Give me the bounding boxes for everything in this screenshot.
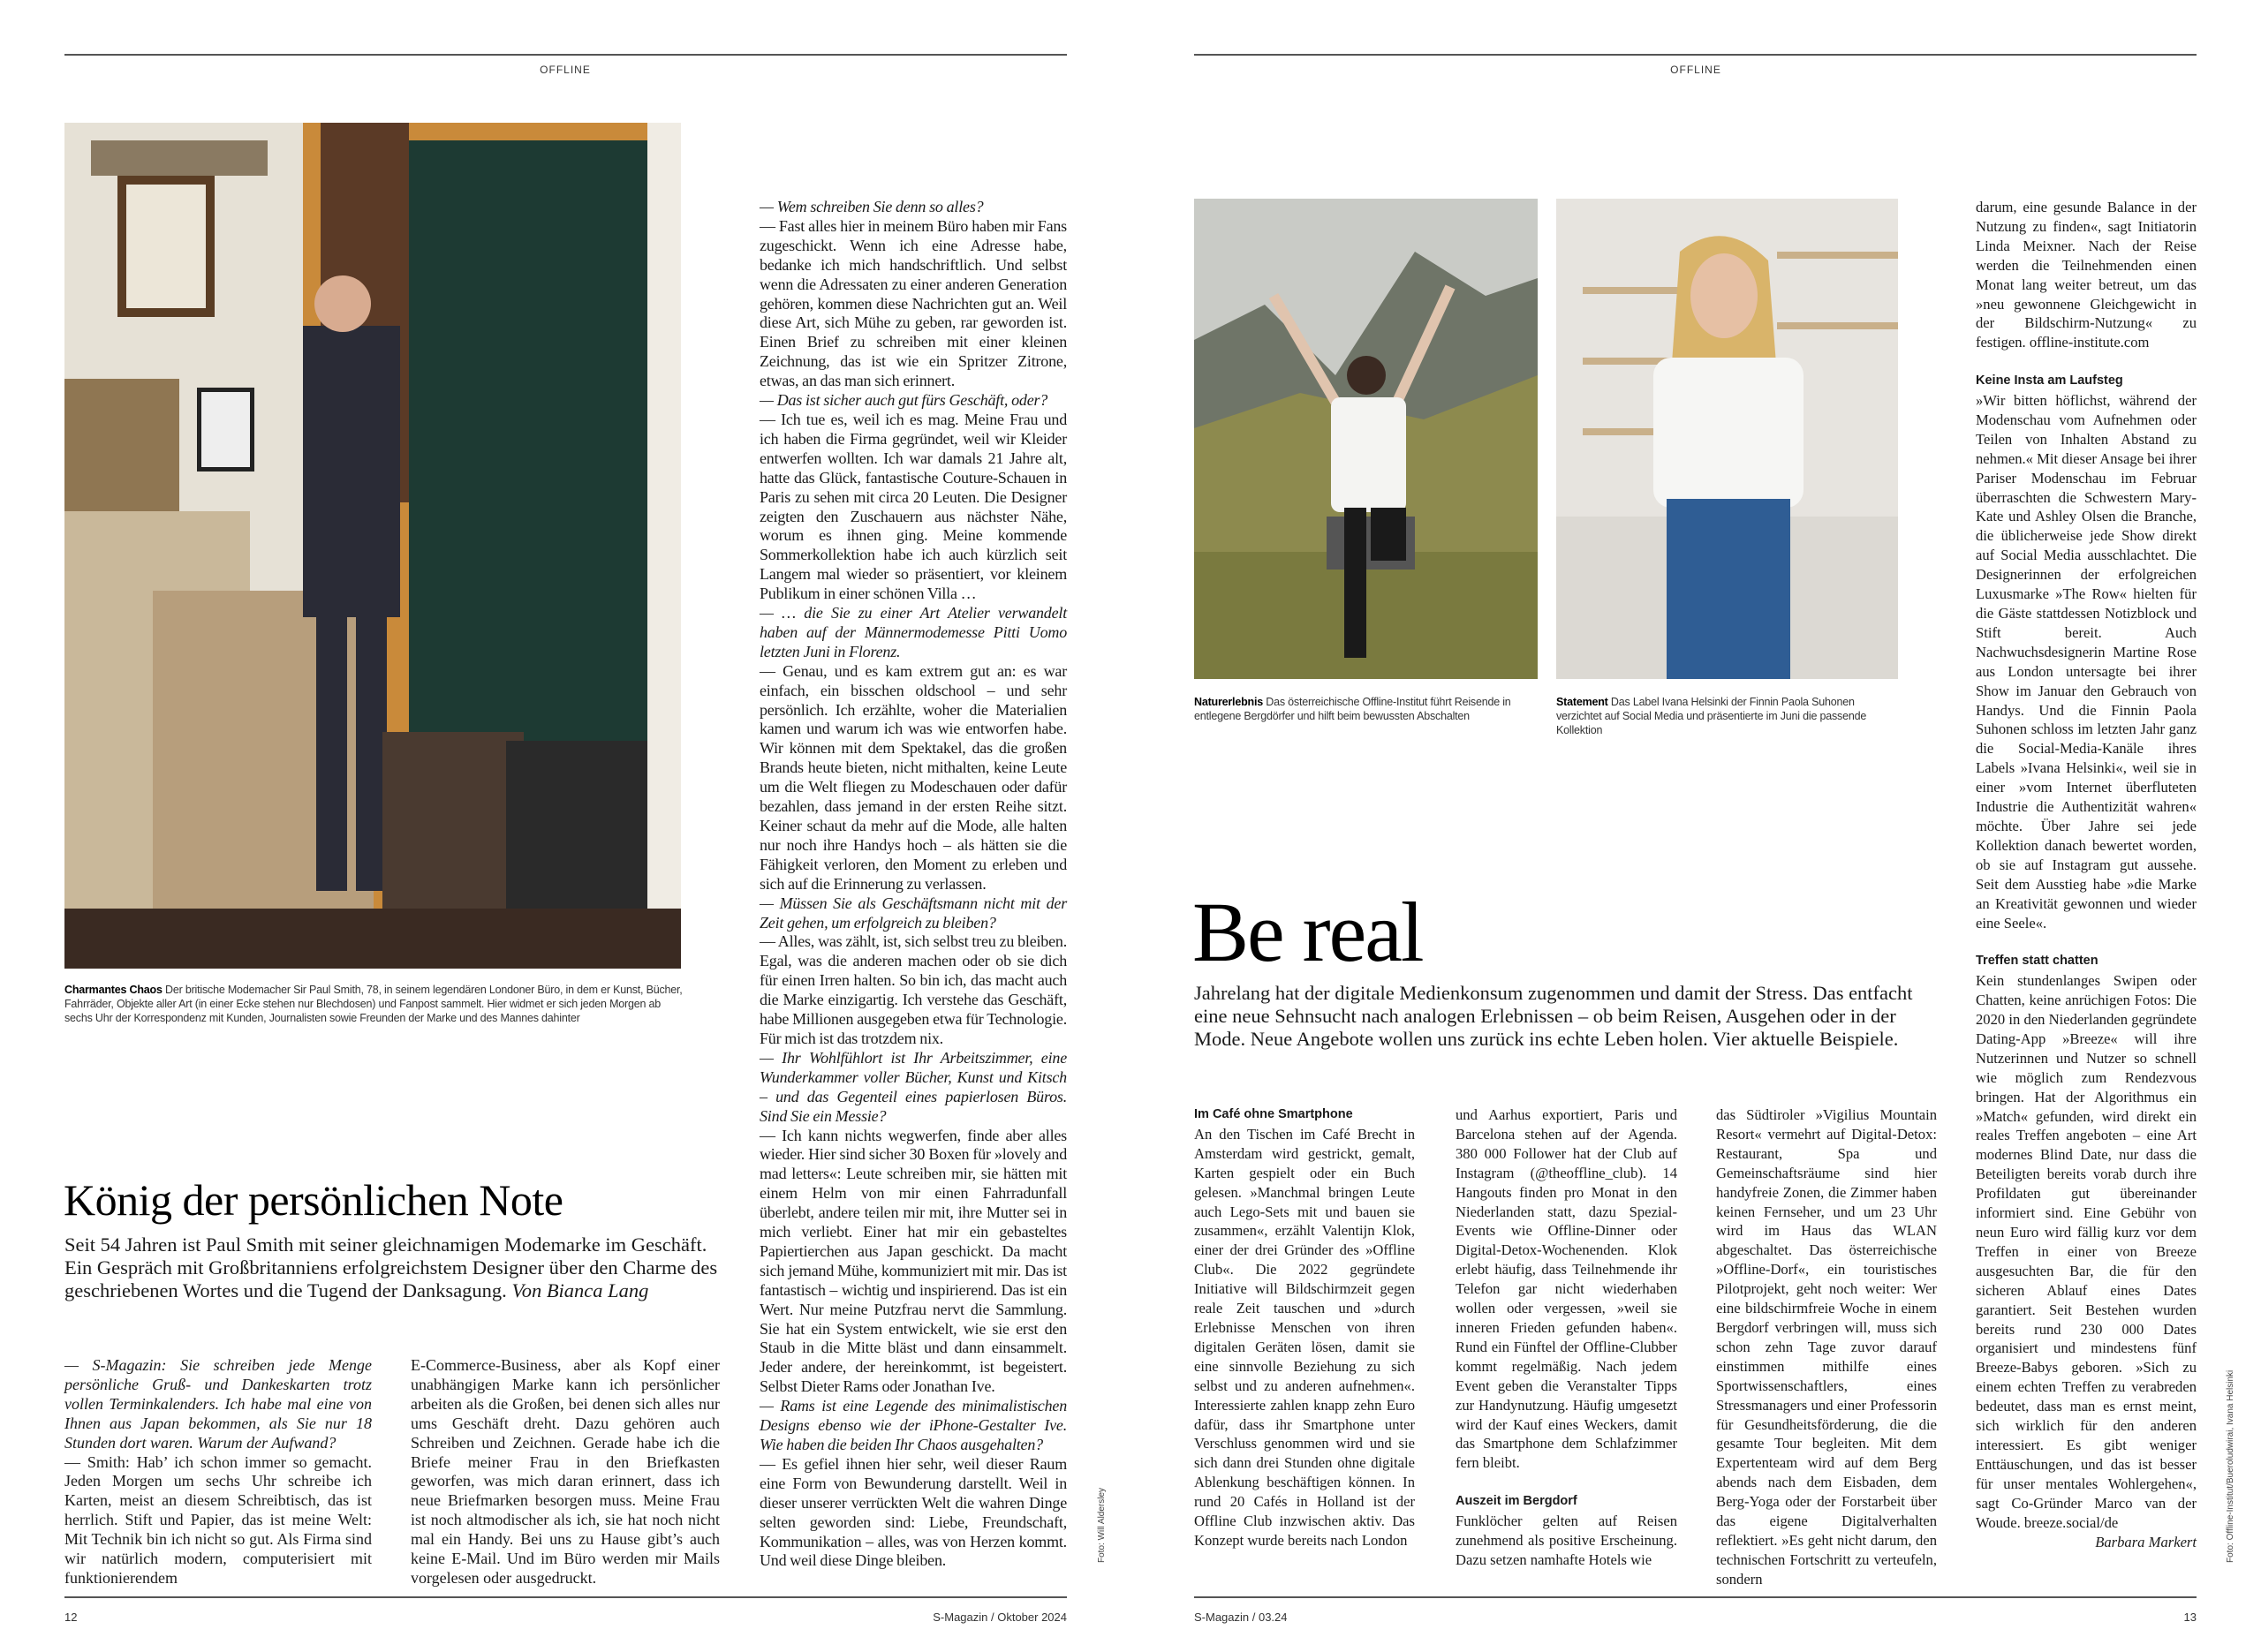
paragraph-gap (1976, 932, 2197, 952)
issue-label-right: S-Magazin / 03.24 (1194, 1611, 1288, 1624)
page-number-left: 12 (64, 1611, 78, 1624)
left-column-1 (64, 1356, 372, 1588)
right-column-1 (1194, 1105, 1415, 1550)
photo-caption-left (64, 983, 683, 1025)
caption-lead: Charmantes Chaos (64, 984, 163, 996)
subheading: Keine Insta am Laufsteg (1976, 373, 2123, 388)
interview-question: — Rams ist eine Legende des minimalistischen Designs ebenso wie der iPhone-Gestalter Ive. Wie haben die beiden Ihr Chaos ausgehalten? (760, 1397, 1067, 1453)
left-column-3 (760, 198, 1067, 1571)
interview-answer: — Genau, und es kam extrem gut an: es war einfach, ein bisschen oldschool – und sehr persönlich. Ich erzählte, woher die Materialien kamen und warum ich was wie entworfen habe. Wir können mit dem Spektakel, das die großen Brands heute bieten, nicht mithalten, keine Leute um die Welt fliegen zu Modeschauen oder dafür bezahlen, dass jemand in der ersten Reihe sitzt. Keiner schaut da mehr auf die Mode, alle halten nur noch ihre Handys hoch – als hätten sie die Fähigkeit verloren, den Moment zu erleben und sich auf die Erinnerung zu verlassen. (760, 661, 1067, 893)
page-number-right: 13 (2183, 1611, 2197, 1624)
mountain-yoga-photo (1194, 199, 1538, 679)
article-dek (64, 1233, 722, 1302)
photo-caption-right-2 (1556, 695, 1901, 737)
right-column-4 (1976, 198, 2197, 1551)
section-headline: Be real (1192, 885, 1423, 979)
paul-smith-office-photo (64, 123, 681, 969)
interview-question: — … die Sie zu einer Art Atelier verwandelt haben auf der Männermodemesse Pitti Uomo letzten Juni in Florenz. (760, 604, 1067, 660)
photo-credit-left: Foto: Will Aldersley (1097, 1487, 1107, 1563)
body-paragraph: und Aarhus exportiert, Paris und Barcelona stehen auf der Agenda. 380 000 Follower hat der Club auf Instagram (@theoffline_club). 14 Hangouts finden pro Monat in den Niederlanden statt, dazu Spezial-Events wie Offline-Dinner oder Digital-Detox-Wochenenden. Klok erlebt häufig, dass Teilnehmende ihr Telefon gar nicht wiederhaben wollen oder vergessen, »weil sie inneren Frieden gefunden haben«. Rund ein Fünftel der Offline-Clubber kommt regelmäßig. Nach jedem Event geben die Veranstalter Tipps zur Handynutzung. Häufig umgesetzt wird der Kauf eines Weckers, damit das Smartphone dem Schlafzimmer fern bleibt. (1456, 1106, 1677, 1472)
subheading: Treffen statt chatten (1976, 954, 2098, 969)
bottom-rule-left (64, 1596, 1067, 1598)
dek-text: Seit 54 Jahren ist Paul Smith mit seiner gleichnamigen Modemarke im Geschäft. Ein Gespräch mit Großbritanniens erfolgreichstem Designer über den Charme des geschriebenen Wortes und die Tugend der Danksagung. (64, 1233, 718, 1301)
interview-answer: E-Commerce-Business, aber als Kopf einer unabhängigen Marke kann ich persönlicher arbeiten als die Großen, bei denen sich alles nur ums Geschäft dreht. Dazu gehören auch Schreiben und Zeichnen. Gerade habe ich die Briefe meiner Frau in den Briefkasten geworfen, was mich daran erinnert, dass ich neue Briefmarken besorgen muss. Meine Frau ist noch altmodischer als ich, sie hat noch nicht mal ein Handy. Bei uns zu Hause gibt’s auch keine E-Mail. Und im Büro werden mir Mails vorgelesen oder ausgedruckt. (411, 1356, 720, 1587)
body-paragraph: Funklöcher gelten auf Reisen zunehmend als positive Erscheinung. Dazu setzen namhafte Hotels wie (1456, 1512, 1677, 1568)
caption-lead: Naturerlebnis (1194, 696, 1263, 708)
author-signature: Barbara Markert (2095, 1533, 2197, 1550)
subheading: Auszeit im Bergdorf (1456, 1494, 1577, 1509)
section-label-left: OFFLINE (540, 64, 591, 76)
right-column-2 (1456, 1105, 1677, 1570)
byline: Von Bianca Lang (511, 1279, 649, 1301)
article-headline: König der persönlichen Note (64, 1175, 563, 1225)
interview-question: — S-Magazin: Sie schreiben jede Menge persönliche Gruß- und Dankeskarten trotz vollen Terminkalenders. Ich habe mal eine von Ihnen aus Japan bekommen, als Sie nur 18 Stunden dort waren. Warum der Aufwand? (64, 1356, 372, 1452)
section-label-right: OFFLINE (1670, 64, 1721, 76)
paragraph-gap (1456, 1473, 1677, 1492)
caption-lead: Statement (1556, 696, 1608, 708)
interview-question: — Wem schreiben Sie denn so alles? (760, 198, 984, 215)
left-column-2 (411, 1356, 720, 1588)
body-paragraph: das Südtiroler »Vigilius Mountain Resort« vermehrt auf Digital-Detox: Restaurant, Spa und Gemeinschaftsräume sind hier handyfreie Zonen, die Zimmer haben keinen Fernseher, und um 23 Uhr wird im Haus das WLAN abgeschaltet. Das österreichische »Offline-Dorf«, ein touristisches Pilotprojekt, geht noch weiter: Wer eine bildschirmfreie Woche in einem Bergdorf verbringen will, muss sich schon zehn Tage zuvor darauf einstimmen mithilfe eines Sportwissenschaftlers, eines Stressmanagers und einer Professorin für Gesundheitsförderung, die die gesamte Tour begleiten. Mit dem Expertenteam wird auf dem Berg abends nach dem Eisbaden, dem Berg-Yoga oder der Forstarbeit über das eigene Digitalverhalten reflektiert. »Es geht nicht darum, den technischen Fortschritt zu verteufeln, sondern (1716, 1106, 1937, 1588)
interview-answer: — Alles, was zählt, ist, sich selbst treu zu bleiben. Egal, was die anderen machen oder ob sie dich für einen Irren halten. So bin ich, das macht auch die Marke einzigartig. Ich verstehe das Geschäft, habe Millionen ausgegeben etwa für Technologie. Für mich ist das trotzdem nix. (760, 932, 1067, 1047)
issue-label-left: S-Magazin / Oktober 2024 (933, 1611, 1067, 1624)
photo-caption-right-1 (1194, 695, 1539, 723)
interview-answer: — Es gefiel ihnen hier sehr, weil dieser Raum eine Form von Bewunderung darstellt. Weil in dieser unserer verrückten Welt die wahren Dinge selten geworden sind: Liebe, Freundschaft, Kommunikation – alles, was von Herzen kommt. Und weil diese Dinge bleiben. (760, 1454, 1067, 1570)
subheading: Im Café ohne Smartphone (1194, 1107, 1353, 1121)
caption-text: Das österreichische Offline-Institut führt Reisende in entlegene Bergdörfer und hilft beim bewussten Abschalten (1194, 696, 1511, 722)
caption-text: Das Label Ivana Helsinki der Finnin Paola Suhonen verzichtet auf Social Media und präsentierte im Juni die passende Kollektion (1556, 696, 1867, 736)
top-rule-left (64, 54, 1067, 56)
interview-question: — Das ist sicher auch gut fürs Geschäft, oder? (760, 391, 1048, 410)
body-paragraph: An den Tischen im Café Brecht in Amsterdam wird gestrickt, gemalt, Karten gespielt oder ein Buch gelesen. »Manchmal bringen Leute auch Lego-Sets mit und bauen sie zusammen«, erzählt Valentijn Klok, einer der drei Gründer des »Offline Club«. Die 2022 gegründete Initiative will Bildschirmzeit gegen reale Zeit tauschen und »durch Erlebnisse Menschen von ihren digitalen Geräten lösen, damit sie eine sinnvolle Beziehung zu sich selbst und zu anderen aufnehmen«. Interessierte zahlen knapp zehn Euro dafür, dass ihr Smartphone unter Verschluss genommen wird und sie sich dann drei Stunden ohne digitale Ablenkung beschäftigen können. In rund 20 Cafés in Holland ist der Offline Club inzwischen aktiv. Das Konzept wurde bereits nach London (1194, 1125, 1415, 1549)
section-dek: Jahrelang hat der digitale Medienkonsum zugenommen und damit der Stress. Das entfacht eine neue Sehnsucht nach analogen Erlebnissen – ob beim Reisen, Ausgehen oder in der Mode. Neue Angebote wollen uns zurück ins echte Leben holen. Vier aktuelle Beispiele. (1194, 982, 1913, 1050)
body-paragraph: darum, eine gesunde Balance in der Nutzung zu finden«, sagt Initiatorin Linda Meixner. Nach der Reise werden die Teilnehmenden einen Monat lang weiter betreut, um das »neu gewonnene Gleichgewicht in der Bildschirm-Nutzung« zu festigen. offline-institute.com (1976, 199, 2197, 351)
photo-credit-right: Foto: Offline-Institut/Bueroludwirai, Ivana Helsinki (2226, 1369, 2235, 1563)
interview-answer: — Fast alles hier in meinem Büro haben mir Fans zugeschickt. Wenn ich eine Adresse habe, bedanke ich mich handschriftlich. Und selbst wenn die Adressaten zu einer anderen Generation gehören, kommen diese Nachrichten gut an. Weil diese Art, sich Mühe zu geben, rar geworden ist. Einen Brief zu schreiben mit einer kleinen Zeichnung, das ist wie ein Spritzer Zitrone, etwas, an das man sich erinnert. (760, 216, 1067, 390)
body-paragraph: Kein stundenlanges Swipen oder Chatten, keine anrüchigen Fotos: Die 2020 in den Niederlanden gegründete Dating-App »Breeze« will ihre Nutzerinnen und Nutzer so schnell wie möglich zum Rendezvous bringen. Hat der Algorithmus ein »Match« gefunden, wird direkt ein reales Treffen angeboten – eine Art modernes Blind Date, nur dass die Beteiligten bereits vorab durch ihre Profildaten gut übereinander informiert sind. Eine Gebühr von neun Euro wird fällig kurz vor dem Treffen in einer von Breeze ausgesuchten Bar, die für den sicheren Ablauf eines Dates garantiert. Seit Bestehen wurden bereits rund 230 000 Dates organisiert und mindestens fünf Breeze-Babys geboren. »Sich zu einem echten Treffen zu verabreden bedeutet, dass man es ernst meint, sich wirklich für den anderen interessiert. Es gibt weniger Enttäuschungen, und das ist besser für unser mentales Wohlergehen«, sagt Co-Gründer Marco van der Woude. breeze.social/de (1976, 972, 2197, 1531)
bottom-rule-right (1194, 1596, 2197, 1598)
body-paragraph: »Wir bitten höflichst, während der Modenschau vom Aufnehmen oder Teilen von Inhalten Abstand zu nehmen.« Mit dieser Ansage bei ihrer Pariser Modenschau im Februar überraschten die Schwestern Mary-Kate und Ashley Olsen die Branche, die üblicherweise jede Show direkt auf Social Media ausschlachtet. Die Designerinnen der erfolgreichen Luxusmarke »The Row« hielten für die Gäste stattdessen Notizblock und Stift bereit. Auch Nachwuchsdesignerin Martine Rose aus London untersagte bei ihrer Show im Januar den Gebrauch von Handys. Und die Finnin Paola Suhonen schloss im letzten Jahr ganz die Social-Media-Kanäle ihres Labels »Ivana Helsinki«, weil sie in einer »vom Internet überfluteten Industrie die Authentizität wahren« möchte. Über Jahre sei jede Kollektion danach bewertet worden, ob sie auf Instagram gut aussehe. Seit dem Ausstieg habe »die Marke an Kreativität gewonnen und wieder eine Seele«. (1976, 392, 2197, 932)
interview-question: — Ihr Wohlfühlort ist Ihr Arbeitszimmer, eine Wunderkammer voller Bücher, Kunst und Kitsch – und das Gegenteil eines papierlosen Büros. Sind Sie ein Messie? (760, 1048, 1067, 1125)
right-column-3 (1716, 1105, 1937, 1589)
no-social-media-shirt-photo (1556, 199, 1898, 679)
interview-answer: — Smith: Hab’ ich schon immer so gemacht. Jeden Morgen um sechs Uhr schreibe ich Karten, meist an diesem Schreibtisch, das ist herrlich. Stift und Papier, das ist meine Welt: Mit Technik bin ich nicht so gut. Als Firma sind wir natürlich modern, computerisiert mit funktionierendem (64, 1452, 372, 1587)
interview-answer: — Ich tue es, weil ich es mag. Meine Frau und ich haben die Firma gegründet, weil wir Kleider entwerfen wollten. Ich war damals 21 Jahre alt, hatte das Glück, fantastische Couture-Schauen in Paris zu sehen mit circa 20 Leuten. Die Designer zeigten den Zuschauern aus nächster Nähe, worum es ihnen ging. Meine kommende Sommerkollektion habe ich auch kürzlich seit Langem mal wieder so präsentiert, vor kleinem Publikum in einer schönen Villa … (760, 410, 1067, 603)
interview-answer: — Ich kann nichts wegwerfen, finde aber alles wieder. Hier sind sicher 30 Boxen für »lovely and mad letters«: Leute schreiben mir, sie hätten mit einem Helm von mir einen Fahrradunfall überlebt, andere teilen mir mit, ihre Mutter sei in mich verliebt. Einer hat mir ein gebasteltes Papiertierchen aus Japan geschickt. Da macht sich jemand Mühe, kommuniziert mit mir. Das ist fantastisch – wichtig und inspirierend. Das ist ein Wert. Nur meine Putzfrau nervt die Sammlung. Sie hat ein System entwickelt, wie sie erst den Staub in die Mitte bläst und dann einsammelt. Jeder andere, der hereinkommt, ist begeistert. Selbst Dieter Rams oder Jonathan Ive. (760, 1126, 1067, 1396)
interview-question: — Müssen Sie als Geschäftsmann nicht mit der Zeit gehen, um erfolgreich zu bleiben? (760, 894, 1067, 932)
top-rule-right (1194, 54, 2197, 56)
paragraph-gap (1976, 352, 2197, 372)
caption-text: Der britische Modemacher Sir Paul Smith, 78, in seinem legendären Londoner Büro, in dem er Kunst, Bücher, Fahrräder, Objekte aller Art (in einer Ecke stehen nur Blechdosen) und Fanpost sammelt. Hier widmet er sich jeden Morgen ab sechs Uhr der Korrespondenz mit Kunden, Journalisten sowie Freunden der Marke und des Mannes dahinter (64, 984, 683, 1024)
